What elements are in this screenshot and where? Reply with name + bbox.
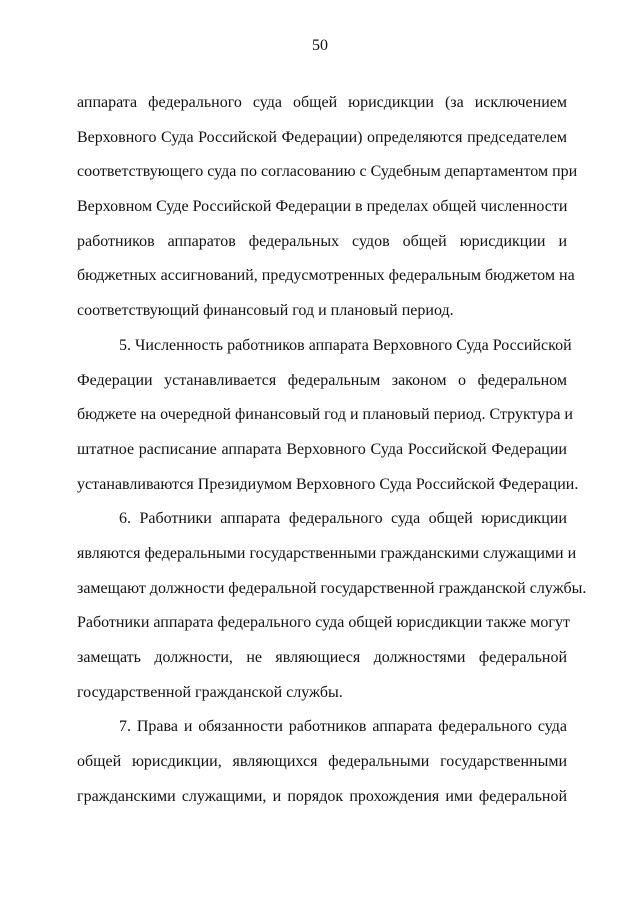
- paragraph-5: [77, 329, 579, 502]
- text-line: бюджетных ассигнований, предусмотренных федеральным бюджетом на: [77, 267, 575, 285]
- text-line: Федерации устанавливается федеральным законом о федеральном: [77, 371, 567, 389]
- text-line: общей юрисдикции, являющихся федеральными государственными: [77, 753, 567, 771]
- text-line: соответствующий финансовый год и плановый период.: [77, 302, 454, 320]
- text-line: 6. Работники аппарата федерального суда общей юрисдикции: [119, 510, 567, 528]
- text-line: являются федеральными государственными гражданскими служащими и: [77, 544, 577, 562]
- document-body: [77, 86, 587, 814]
- text-line: замещать должности, не являющиеся должностями федеральной: [77, 649, 567, 666]
- paragraph-6: [77, 502, 587, 710]
- text-line: работников аппаратов федеральных судов общей юрисдикции и: [77, 232, 567, 250]
- text-line: 7. Права и обязанности работников аппарата федерального суда: [119, 718, 567, 736]
- page-number: 50: [312, 37, 328, 54]
- text-line: Работники аппарата федерального суда общей юрисдикции также могут: [77, 614, 570, 632]
- text-line: бюджете на очередной финансовый год и плановый период. Структура и: [77, 406, 573, 424]
- text-line: устанавливаются Президиумом Верховного Суда Российской Федерации.: [77, 475, 579, 493]
- text-line: соответствующего суда по согласованию с Судебным департаментом при: [77, 163, 578, 181]
- text-line: замещают должности федеральной государственной гражданской службы.: [77, 579, 587, 597]
- text-line: Верховного Суда Российской Федерации) определяются председателем: [77, 128, 567, 146]
- paragraph-continuation: [77, 86, 578, 329]
- text-line: штатное расписание аппарата Верховного Суда Российской Федерации: [77, 440, 567, 458]
- paragraph-7: [77, 710, 567, 814]
- text-line: государственной гражданской службы.: [77, 683, 343, 701]
- text-line: 5. Численность работников аппарата Верховного Суда Российской: [119, 336, 572, 354]
- text-line: Верховном Суде Российской Федерации в пределах общей численности: [77, 198, 568, 216]
- text-line: аппарата федерального суда общей юрисдикции (за исключением: [77, 94, 567, 111]
- text-line: гражданскими служащими, и порядок прохождения ими федеральной: [77, 787, 567, 805]
